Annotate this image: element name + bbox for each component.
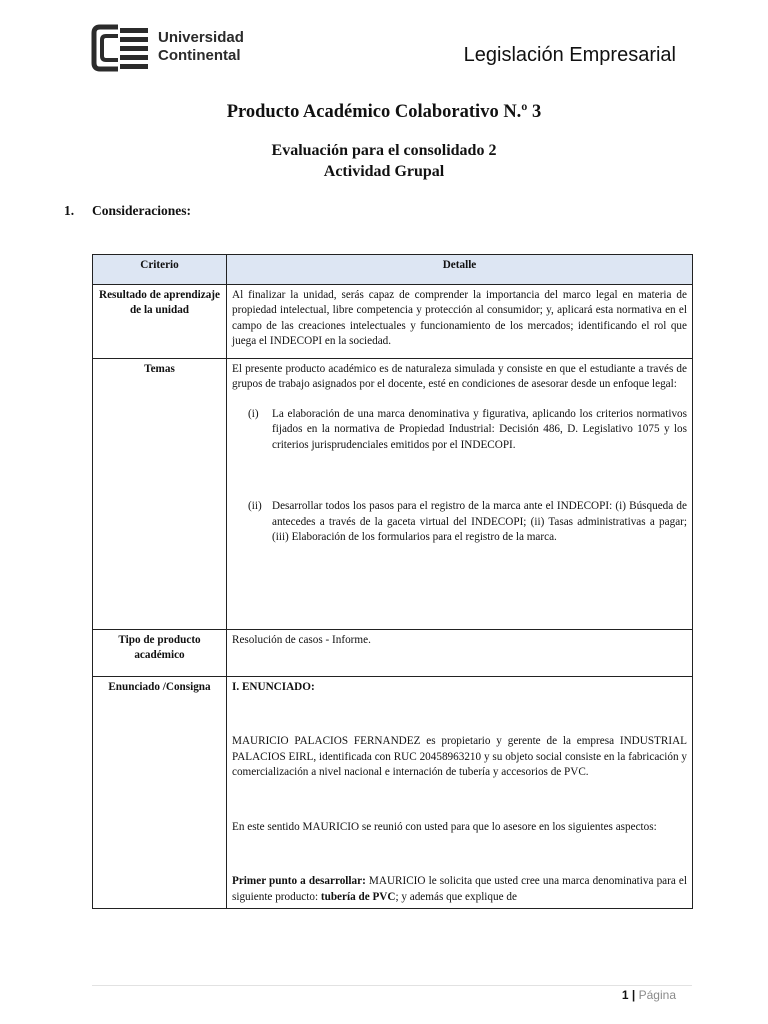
list-item-text: La elaboración de una marca denominativa y figurativa, aplicando los criterios normativos fijados en la normativa de Propiedad Industrial: Decisión 486, D. Legislativo 1075 y los criterios jurisprudenciales emitidos por el INDECOPI. <box>272 407 687 451</box>
list-marker: (ii) <box>248 500 262 512</box>
page-footer <box>622 988 676 1002</box>
section-number: 1. <box>64 203 75 218</box>
subtitle-evaluation: Evaluación para el consolidado 2 <box>271 142 497 159</box>
criterio-tipo: Tipo de producto académico <box>93 629 227 676</box>
footer-divider <box>92 985 692 986</box>
footer-separator: | <box>631 988 636 1002</box>
university-logo-icon <box>90 24 150 72</box>
first-point-text-a: MAURICIO le solicita que usted cree una marca denominativa para el siguiente producto: <box>232 875 687 903</box>
criterio-resultado: Resultado de aprendizaje de la unidad <box>93 284 227 358</box>
considerations-table <box>92 254 693 909</box>
list-item <box>232 407 687 454</box>
header-criterio: Criterio <box>93 255 227 285</box>
table-row-enunciado <box>93 676 693 909</box>
first-point-text-b: ; y además que explique de <box>395 890 517 903</box>
first-point-product: tubería de PVC <box>320 890 396 903</box>
header-detalle: Detalle <box>227 255 693 285</box>
enunciado-paragraph-1: MAURICIO PALACIOS FERNANDEZ es propietario y gerente de la empresa INDUSTRIAL PALACIOS EIRL, identificada con RUC 20458963210 y su objeto social consiste en la fabricación y comercialización a nivel nacional e internación de tubería y accesorios de PVC. <box>232 735 687 778</box>
criterio-enunciado: Enunciado /Consigna <box>93 676 227 909</box>
enunciado-paragraph-2: En este sentido MAURICIO se reunió con usted para que lo asesore en los siguientes aspectos: <box>232 820 657 833</box>
enunciado-paragraph-3 <box>232 874 687 905</box>
subtitle-activity: Actividad Grupal <box>323 163 445 180</box>
list-item <box>232 499 687 546</box>
section-heading <box>64 203 191 219</box>
logo-line-2: Continental <box>158 47 241 64</box>
table-header-row <box>93 255 693 285</box>
detalle-resultado: Al finalizar la unidad, serás capaz de comprender la importancia del marco legal en materia de propiedad intelectual, libre competencia y protección al consumidor; y, aplicará esta normativa en el campo de las creaciones intelectuales y funcionamiento de los mercados; identificando el rol que juega el INDECOPI en la sociedad. <box>227 284 693 358</box>
university-name <box>158 29 244 65</box>
table-row-temas <box>93 358 693 629</box>
list-item-text: Desarrollar todos los pasos para el registro de la marca ante el INDECOPI: (i) Búsqueda de antecedes a través de la gaceta virtual del INDECOPI; (ii) Tasas administrativas a pagar; (iii) Elaboración de los formularios para el registro de la marca. <box>272 500 687 543</box>
detalle-enunciado <box>227 676 693 909</box>
temas-intro: El presente producto académico es de naturaleza simulada y consiste en que el estudiante a través de grupos de trabajo asignados por el docente, esté en condiciones de asesorar desde un enfoque legal: <box>232 362 687 390</box>
enunciado-heading: I. ENUNCIADO: <box>232 680 315 693</box>
page-header <box>90 24 690 76</box>
first-point-label: Primer punto a desarrollar: <box>232 875 366 887</box>
logo-line-1: Universidad <box>158 29 244 46</box>
detalle-temas <box>227 358 693 629</box>
list-marker: (i) <box>248 407 259 420</box>
table-row-tipo <box>93 629 693 676</box>
table-row-resultado <box>93 284 693 358</box>
section-label: Consideraciones: <box>92 203 191 218</box>
course-title: Legislación Empresarial <box>463 44 676 66</box>
page-word: Página <box>638 988 676 1002</box>
detalle-tipo: Resolución de casos - Informe. <box>227 629 693 676</box>
criterio-temas: Temas <box>93 358 227 629</box>
page-number: 1 <box>621 988 629 1002</box>
document-title: Producto Académico Colaborativo N.º 3 <box>226 102 542 122</box>
